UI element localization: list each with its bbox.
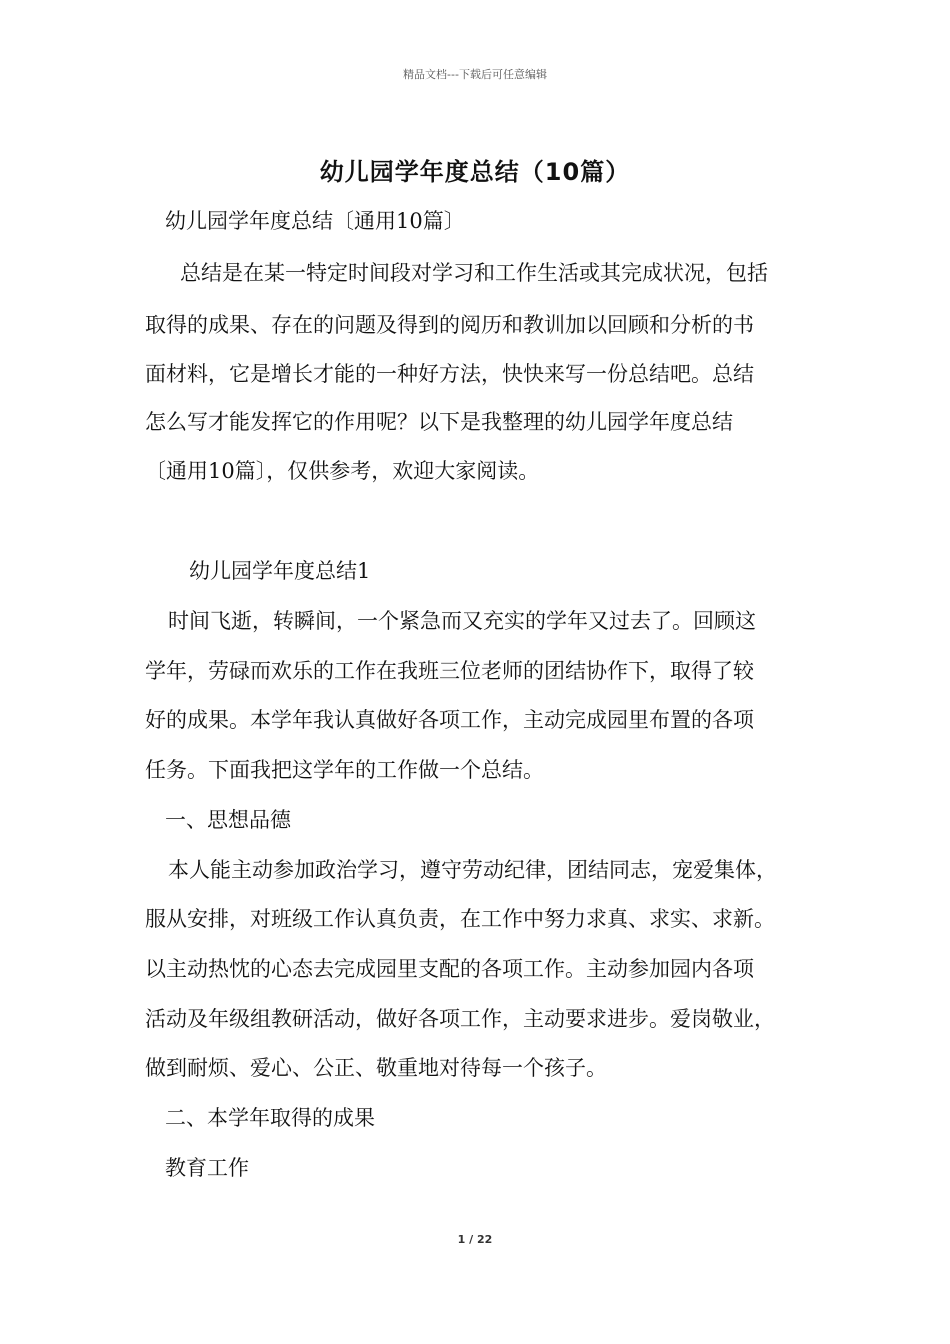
intro-line: 取得的成果、存在的问题及得到的阅历和教训加以回顾和分析的书 <box>145 313 754 337</box>
subheading: 教育工作 <box>165 1156 249 1180</box>
paragraph-line: 时间飞逝，转瞬间，一个紧急而又充实的学年又过去了。回顾这 <box>168 609 756 633</box>
paragraph-line: 学年，劳碌而欢乐的工作在我班三位老师的团结协作下，取得了较 <box>145 659 754 683</box>
paragraph-line: 本人能主动参加政治学习，遵守劳动纪律，团结同志，宠爱集体， <box>168 858 777 882</box>
subheading: 一、思想品德 <box>165 808 291 832</box>
paragraph-line: 做到耐烦、爱心、公正、敬重地对待每一个孩子。 <box>145 1056 607 1080</box>
paragraph-line: 活动及年级组教研活动，做好各项工作，主动要求进步。爱岗敬业， <box>145 1007 775 1031</box>
page-indicator: 1 / 22 <box>457 1233 493 1246</box>
section-heading: 幼儿园学年度总结1 <box>189 559 371 583</box>
page-header: 精品文档---下载后可任意编辑 <box>403 68 547 81</box>
paragraph-line: 好的成果。本学年我认真做好各项工作，主动完成园里布置的各项 <box>145 708 754 732</box>
subheading: 二、本学年取得的成果 <box>165 1106 375 1130</box>
paragraph-line: 任务。下面我把这学年的工作做一个总结。 <box>145 758 544 782</box>
document-subtitle: 幼儿园学年度总结〔通用10篇〕 <box>165 209 465 233</box>
intro-line: 〔通用10篇〕，仅供参考，欢迎大家阅读。 <box>145 459 540 483</box>
paragraph-line: 服从安排，对班级工作认真负责，在工作中努力求真、求实、求新。 <box>145 907 775 931</box>
intro-line: 总结是在某一特定时间段对学习和工作生活或其完成状况，包括 <box>180 261 768 285</box>
document-title: 幼儿园学年度总结（10篇） <box>319 158 631 186</box>
intro-line: 怎么写才能发挥它的作用呢？以下是我整理的幼儿园学年度总结 <box>145 410 733 434</box>
paragraph-line: 以主动热忱的心态去完成园里支配的各项工作。主动参加园内各项 <box>145 957 754 981</box>
intro-line: 面材料，它是增长才能的一种好方法，快快来写一份总结吧。总结 <box>145 362 754 386</box>
